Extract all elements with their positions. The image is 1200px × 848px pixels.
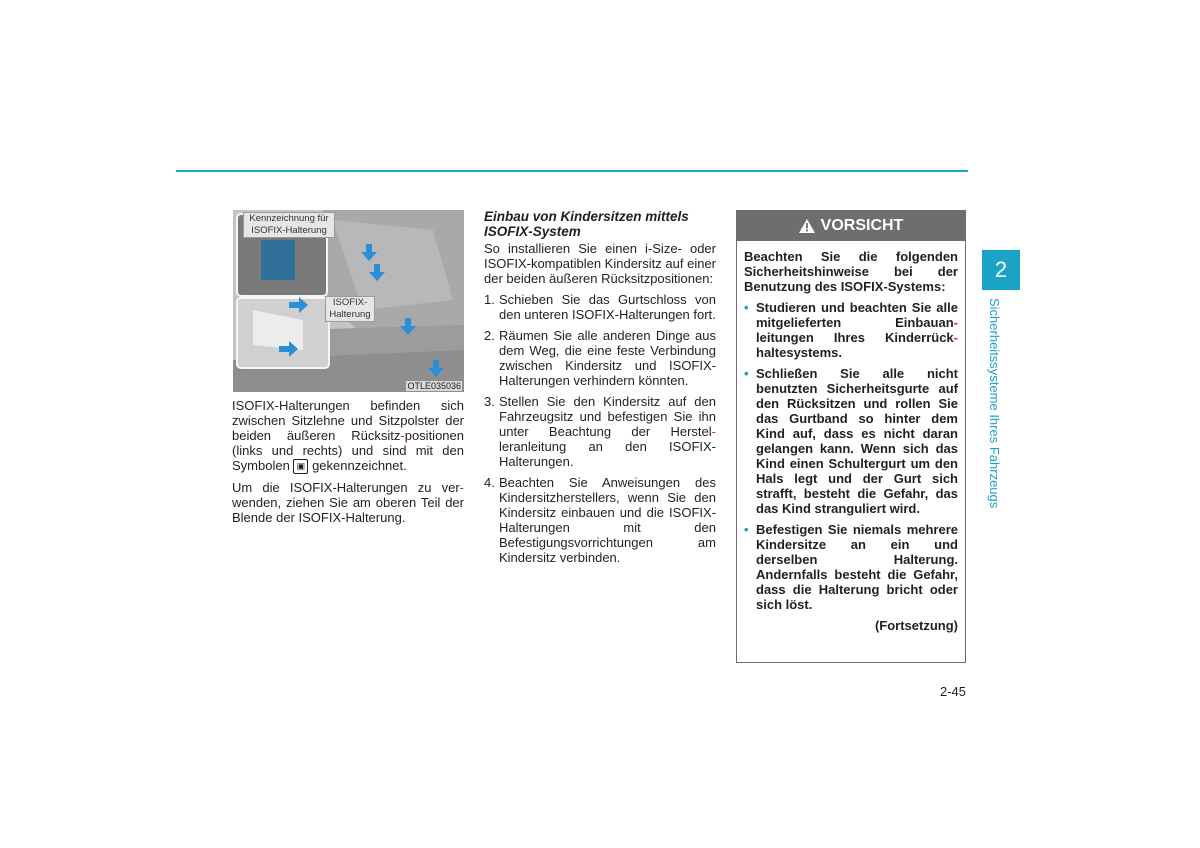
bullet-icon: • <box>744 300 749 315</box>
step-text: leranleitung an den ISOFIX-Halterungen. <box>499 439 716 469</box>
step-number: 1. <box>484 292 495 307</box>
bullet-icon: • <box>744 366 749 381</box>
list-item <box>484 394 716 469</box>
isofix-usage-paragraph <box>232 480 464 525</box>
isofix-figure <box>233 210 464 392</box>
list-item <box>744 300 958 360</box>
list-item <box>744 366 958 516</box>
text-fragment: Um die ISOFIX-Halterungen zu ver <box>232 480 460 496</box>
step-text: Beachten Sie Anweisungen des Kindersitzherstellers, wenn Sie den Kindersitz einbauen und die ISOFIX-Halterungen mit den Befestigungsvorrichtungen am Kindersitz verbinden. <box>499 475 716 565</box>
header-rule <box>176 170 968 172</box>
intro-paragraph: So installieren Sie einen i-Size- oder ISOFIX-kompatiblen Kindersitz auf einer der beiden äußeren Rücksitzpositionen: <box>484 241 716 286</box>
bullet-text: Schließen Sie alle nicht benutzten Sicherheitsgurte auf den Rücksitzen und rollen Sie das Gurtband so hinter dem Kind auf, dass es nicht daran gelangen kann. Wenn sich das Kind einen Schultergurt um den Hals legt und der Gurt sich strafft, besteht die Gefahr, das das Kind stranguliert wird. <box>756 366 958 516</box>
left-column <box>232 398 464 531</box>
list-item <box>484 292 716 322</box>
section-heading: Einbau von Kindersitzen mittels ISOFIX-System <box>484 209 689 239</box>
hyphen: - <box>459 480 464 496</box>
chapter-title: Sicherheitssysteme Ihres Fahrzeugs <box>987 298 1002 509</box>
list-item <box>484 475 716 565</box>
caution-box <box>736 210 966 663</box>
warning-triangle-icon <box>799 219 815 233</box>
continuation-note: (Fortsetzung) <box>874 618 958 633</box>
hyphen: - <box>400 428 405 443</box>
step-text: Schieben Sie das Gurtschloss von den unteren ISOFIX-Halterungen fort. <box>499 292 716 322</box>
hyphen: - <box>953 315 958 330</box>
caution-intro: Beachten Sie die folgenden Sicherheitshinweise bei der Benutzung des ISOFIX-Systems: <box>744 249 958 294</box>
bullet-text: haltesystems. <box>756 345 842 360</box>
callout-marker-label: Kennzeichnung für ISOFIX-Halterung <box>243 212 335 238</box>
list-item <box>744 522 958 612</box>
step-number: 4. <box>484 475 495 490</box>
bullet-text: Befestigen Sie niemals mehrere Kindersitze an ein und derselben Halterung. Andernfalls besteht die Gefahr, dass die Halterung bricht oder sich löst. <box>756 522 958 612</box>
bullet-icon: • <box>744 522 749 537</box>
bullet-text: Studieren und beachten Sie alle mitgelieferten Einbauan <box>756 300 958 330</box>
text-fragment: ISOFIX-Halterungen befinden sich zwischen Sitzlehne und Sitzpolster der beiden äußeren Rücksitz <box>232 398 464 443</box>
figure-code: OTLE035036 <box>407 381 461 391</box>
caution-body <box>737 241 965 633</box>
bullet-text: leitungen Ihres Kinderrück <box>756 330 954 345</box>
text-fragment: gekennzeichnet. <box>312 458 407 473</box>
isofix-location-paragraph <box>232 398 464 474</box>
caution-list <box>744 300 958 612</box>
isofix-marker <box>261 240 295 280</box>
hyphen: - <box>953 330 958 345</box>
text-fragment: positionen (links und rechts) und sind mit den Symbolen <box>232 428 464 473</box>
step-text: Räumen Sie alle anderen Dinge aus dem Weg, die eine feste Verbindung zwischen Kindersitz und ISOFIX-Halterungen verhindern könnten. <box>499 328 716 388</box>
steps-list <box>484 292 716 565</box>
caution-header <box>737 211 965 241</box>
middle-column <box>484 209 716 571</box>
hyphen: - <box>711 424 716 439</box>
step-number: 2. <box>484 328 495 343</box>
step-number: 3. <box>484 394 495 409</box>
chapter-tab: 2 <box>982 250 1020 290</box>
page-number: 2-45 <box>940 684 967 699</box>
caution-title: VORSICHT <box>820 217 904 234</box>
callout-anchor-label: ISOFIX-Halterung <box>325 296 375 322</box>
list-item <box>484 328 716 388</box>
step-text: Stellen Sie den Kindersitz auf den Fahrzeugsitz und befestigen Sie ihn unter Beachtung der Herstel <box>499 394 716 439</box>
isofix-symbol-icon: ▣ <box>293 459 308 474</box>
text-fragment: wenden, ziehen Sie am oberen Teil der Blende der ISOFIX-Halterung. <box>232 495 464 526</box>
